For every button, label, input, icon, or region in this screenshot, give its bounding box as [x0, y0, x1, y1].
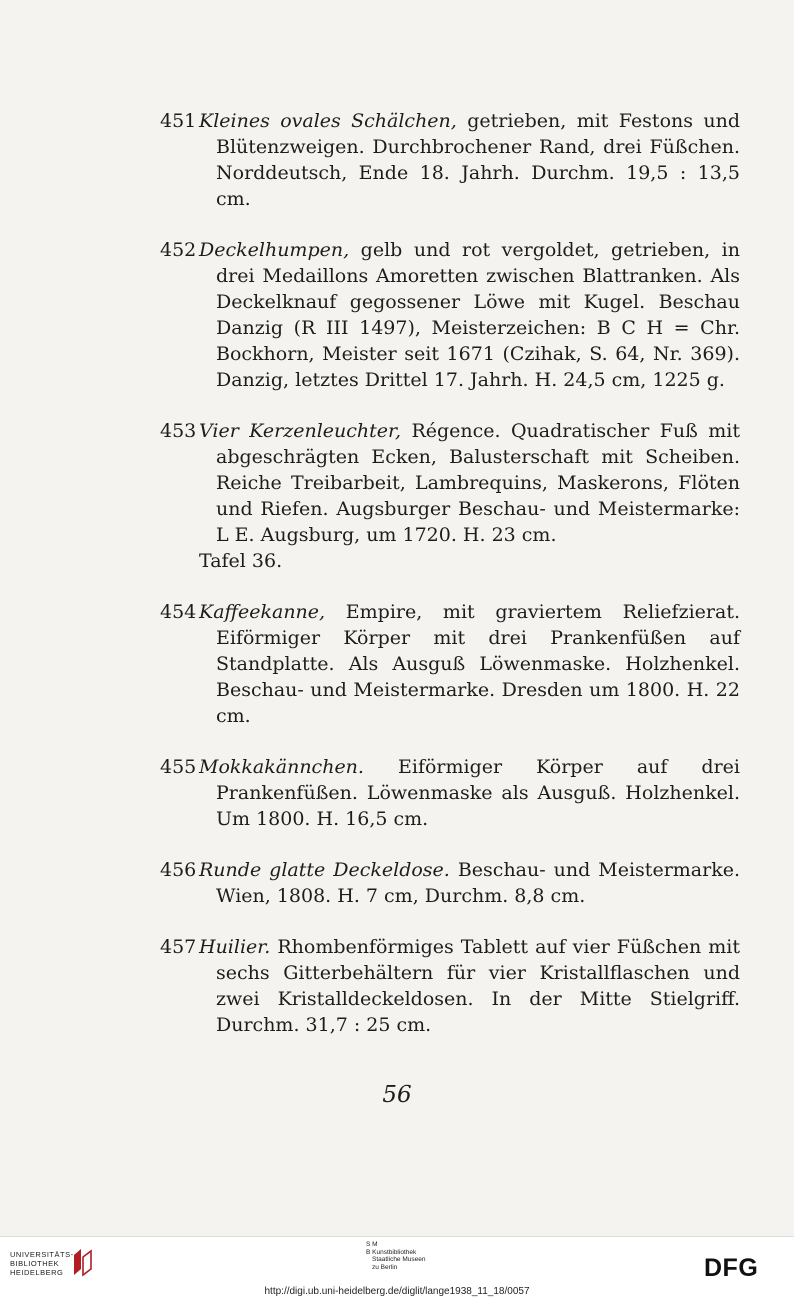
dfg-logo[interactable]: DFG: [704, 1254, 759, 1282]
plate-reference: Tafel 36.: [199, 550, 283, 572]
entry-title: Runde glatte Deckeldose.: [199, 859, 450, 881]
entry-number: 452: [160, 239, 197, 261]
catalog-entry-452: [160, 237, 740, 393]
entry-title: Mokkakännchen.: [199, 756, 364, 778]
catalog-entry-453: [160, 418, 740, 574]
catalog-entry-455: [160, 754, 740, 832]
catalog-entry-454: [160, 599, 740, 729]
entry-title: Kaffeekanne,: [199, 601, 326, 623]
entry-description: Beschau- und Meistermarke. Wien, 1808. H. 7 cm, Durchm. 8,8 cm.: [216, 859, 740, 907]
entry-title: Vier Kerzenleuchter,: [199, 420, 402, 442]
catalog-entry-451: [160, 108, 740, 212]
entry-number: 455: [160, 756, 197, 778]
catalog-entry-457: [160, 934, 740, 1038]
university-library-logo-icon[interactable]: [72, 1247, 94, 1277]
library-name[interactable]: UNIVERSITÄTS- BIBLIOTHEK HEIDELBERG: [10, 1250, 74, 1277]
catalog-entry-456: [160, 857, 740, 909]
entry-title: Deckelhumpen,: [199, 239, 350, 261]
entry-number: 454: [160, 601, 197, 623]
entry-description: getrieben, mit Festons und Blütenzweigen. Durchbrochener Rand, drei Füßchen. Norddeutsch, Ende 18. Jahrh. Durchm. 19,5 : 13,5 cm.: [216, 110, 740, 210]
entry-description: Régence. Quadratischer Fuß mit abgeschrägten Ecken, Balusterschaft mit Scheiben. Reiche Treibarbeit, Lambrequins, Maskerons, Flöten und Riefen. Augsburger Beschau- und Meistermarke: L E. Augsburg, um 1720. H. 23 cm.: [216, 420, 740, 546]
entry-description: Eiförmiger Körper auf drei Prankenfüßen. Löwenmaske als Ausguß. Holzhenkel. Um 1800. H. 16,5 cm.: [216, 756, 740, 830]
entry-description: Empire, mit graviertem Reliefzierat. Eiförmiger Körper mit drei Prankenfüßen auf Standplatte. Als Ausguß Löwenmaske. Holzhenkel. Beschau- und Meistermarke. Dresden um 1800. H. 22 cm.: [216, 601, 741, 727]
entry-description: gelb und rot vergoldet, getrieben, in drei Medaillons Amoretten zwischen Blattranken. Als Deckelknauf gegossener Löwe mit Kugel. Beschau Danzig (R III 1497), Meisterzeichen: B C H = Chr. Bockhorn, Meister seit 1671 (Czihak, S. 64, Nr. 369). Danzig, letztes Drittel 17. Jahrh. H. 24,5 cm, 1225 g.: [216, 239, 740, 391]
entry-number: 451: [160, 110, 197, 132]
entry-number: 456: [160, 859, 197, 881]
entry-description: Rhombenförmiges Tablett auf vier Füßchen mit sechs Gitterbehältern für vier Kristallflaschen und zwei Kristalldeckeldosen. In der Mitte Stielgriff. Durchm. 31,7 : 25 cm.: [216, 936, 741, 1036]
page-number: 56: [382, 1082, 412, 1108]
entry-number: 453: [160, 420, 197, 442]
catalog-list: [160, 108, 740, 1063]
museum-logo[interactable]: S M B Kunstbibliothek Staatliche Museen zu Berlin: [366, 1241, 426, 1271]
viewer-footer: [0, 1236, 794, 1299]
entry-title: Kleines ovales Schälchen,: [199, 110, 457, 132]
entry-title: Huilier.: [199, 936, 271, 958]
entry-number: 457: [160, 936, 197, 958]
permalink-url[interactable]: http://digi.ub.uni-heidelberg.de/diglit/lange1938_11_18/0057: [264, 1286, 530, 1297]
